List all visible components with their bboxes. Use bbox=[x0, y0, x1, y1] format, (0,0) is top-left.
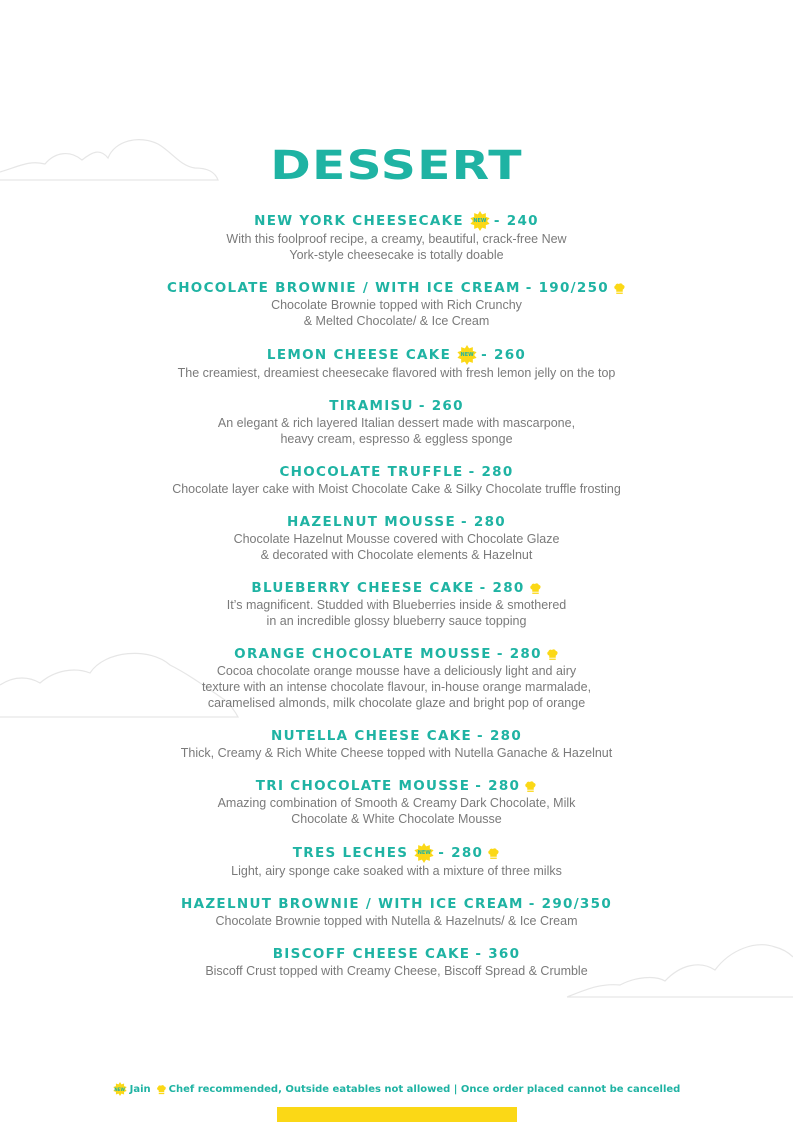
new-badge-icon bbox=[469, 211, 491, 231]
menu-item bbox=[0, 777, 793, 827]
menu-item-description: Biscoff Crust topped with Creamy Cheese, Biscoff Spread & Crumble bbox=[205, 964, 588, 978]
jain-badge-text: NEW bbox=[114, 1086, 125, 1092]
new-badge-text: NEW bbox=[460, 351, 474, 358]
menu-item-price: - 280 bbox=[460, 514, 506, 530]
menu-item-heading bbox=[287, 514, 506, 531]
menu-item-name: NUTELLA CHEESE CAKE bbox=[270, 728, 473, 744]
menu-item-heading bbox=[167, 280, 626, 297]
menu-item-description: Chocolate Brownie topped with Nutella & Hazelnuts/ & Ice Cream bbox=[215, 914, 578, 928]
footer-accent-bar bbox=[277, 1107, 517, 1122]
footer-note bbox=[0, 1082, 793, 1096]
menu-item-heading bbox=[273, 946, 521, 963]
new-badge-icon bbox=[456, 345, 478, 365]
chef-hat-icon bbox=[546, 648, 559, 661]
menu-item-description: Cocoa chocolate orange mousse have a deliciously light and airy texture with an intense chocolate flavour, in-house orange marmalade, caramelised almonds, milk chocolate glaze and bright pop of orange bbox=[201, 664, 592, 710]
menu-item-heading bbox=[267, 345, 526, 365]
menu-item-price: - 290/350 bbox=[528, 896, 613, 912]
chef-hat-icon bbox=[487, 847, 500, 860]
menu-item-price: - 280 bbox=[475, 778, 521, 794]
menu-item-heading bbox=[251, 580, 541, 597]
new-badge-text: NEW bbox=[473, 217, 487, 224]
chef-hat-icon bbox=[156, 1084, 167, 1095]
menu-item-heading bbox=[254, 211, 539, 231]
menu-item-description: Light, airy sponge cake soaked with a mixture of three milks bbox=[231, 864, 562, 878]
menu-item bbox=[0, 345, 793, 381]
page-title: DESSERT bbox=[270, 143, 523, 189]
menu-item-heading bbox=[271, 728, 522, 745]
chef-hat-icon bbox=[613, 282, 626, 295]
menu-item bbox=[0, 645, 793, 711]
menu-item-heading bbox=[329, 398, 464, 415]
menu-item-description: Thick, Creamy & Rich White Cheese topped with Nutella Ganache & Hazelnut bbox=[180, 746, 613, 760]
menu-item-price: - 280 bbox=[438, 844, 484, 861]
new-badge-icon bbox=[413, 843, 435, 863]
menu-item-name: LEMON CHEESE CAKE bbox=[266, 346, 452, 363]
menu-item bbox=[0, 211, 793, 263]
menu-item-heading bbox=[234, 646, 559, 663]
menu-item bbox=[0, 279, 793, 329]
menu-item-price: - 280 bbox=[468, 464, 514, 480]
menu-item-name: CHOCOLATE BROWNIE / WITH ICE CREAM bbox=[166, 280, 521, 296]
menu-item-name: TRES LECHES bbox=[292, 844, 409, 861]
menu-item-price: - 280 bbox=[496, 646, 542, 662]
menu-item-description: Amazing combination of Smooth & Creamy Dark Chocolate, Milk Chocolate & White Chocolate Mousse bbox=[217, 796, 576, 826]
menu-item-name: BLUEBERRY CHEESE CAKE bbox=[251, 580, 475, 596]
menu-item bbox=[0, 513, 793, 563]
new-badge-text: NEW bbox=[417, 849, 431, 856]
menu-item-name: NEW YORK CHEESECAKE bbox=[254, 212, 464, 229]
menu-item-name: ORANGE CHOCOLATE MOUSSE bbox=[234, 646, 492, 662]
menu-item-price: - 280 bbox=[479, 580, 525, 596]
menu-item-price: - 260 bbox=[481, 346, 527, 363]
menu-item-name: TRI CHOCOLATE MOUSSE bbox=[255, 778, 471, 794]
menu-item-description: The creamiest, dreamiest cheesecake flavored with fresh lemon jelly on the top bbox=[177, 366, 616, 380]
menu-item-heading bbox=[293, 843, 501, 863]
menu-item-price: - 360 bbox=[475, 946, 521, 962]
menu-item-description: With this foolproof recipe, a creamy, beautiful, crack-free New York-style cheesecake is totally doable bbox=[226, 232, 567, 262]
chef-hat-icon bbox=[524, 780, 537, 793]
menu-item-name: HAZELNUT BROWNIE / WITH ICE CREAM bbox=[180, 896, 524, 912]
menu-item-heading bbox=[256, 778, 537, 795]
menu-item-description: It’s magnificent. Studded with Blueberries inside & smothered in an incredible glossy blueberry sauce topping bbox=[226, 598, 567, 628]
menu-item bbox=[0, 895, 793, 929]
menu-item bbox=[0, 463, 793, 497]
menu-item-description: Chocolate layer cake with Moist Chocolate Cake & Silky Chocolate truffle frosting bbox=[172, 482, 621, 496]
jain-badge-icon bbox=[113, 1082, 127, 1096]
menu-item-name: BISCOFF CHEESE CAKE bbox=[272, 946, 471, 962]
menu-item-name: TIRAMISU bbox=[329, 398, 414, 414]
menu-item-price: - 240 bbox=[493, 212, 539, 229]
menu-item-name: HAZELNUT MOUSSE bbox=[287, 514, 456, 530]
menu-item bbox=[0, 727, 793, 761]
footer-text: Chef recommended, Outside eatables not allowed | Once order placed cannot be cancelled bbox=[168, 1083, 681, 1095]
menu-item bbox=[0, 579, 793, 629]
menu-item-heading bbox=[279, 464, 513, 481]
dessert-menu-list bbox=[0, 211, 793, 995]
menu-item bbox=[0, 397, 793, 447]
menu-item bbox=[0, 843, 793, 879]
menu-item-price: - 190/250 bbox=[525, 280, 609, 296]
footer-jain-label: Jain bbox=[129, 1083, 151, 1095]
menu-item-description: Chocolate Brownie topped with Rich Crunchy & Melted Chocolate/ & Ice Cream bbox=[271, 298, 522, 328]
menu-item-price: - 280 bbox=[477, 728, 523, 744]
menu-item-name: CHOCOLATE TRUFFLE bbox=[279, 464, 464, 480]
menu-item-price: - 260 bbox=[418, 398, 464, 414]
menu-item bbox=[0, 945, 793, 979]
menu-item-heading bbox=[181, 896, 612, 913]
menu-item-description: An elegant & rich layered Italian dessert made with mascarpone, heavy cream, espresso & eggless sponge bbox=[217, 416, 576, 446]
menu-item-description: Chocolate Hazelnut Mousse covered with Chocolate Glaze & decorated with Chocolate elements & Hazelnut bbox=[233, 532, 560, 562]
chef-hat-icon bbox=[529, 582, 542, 595]
